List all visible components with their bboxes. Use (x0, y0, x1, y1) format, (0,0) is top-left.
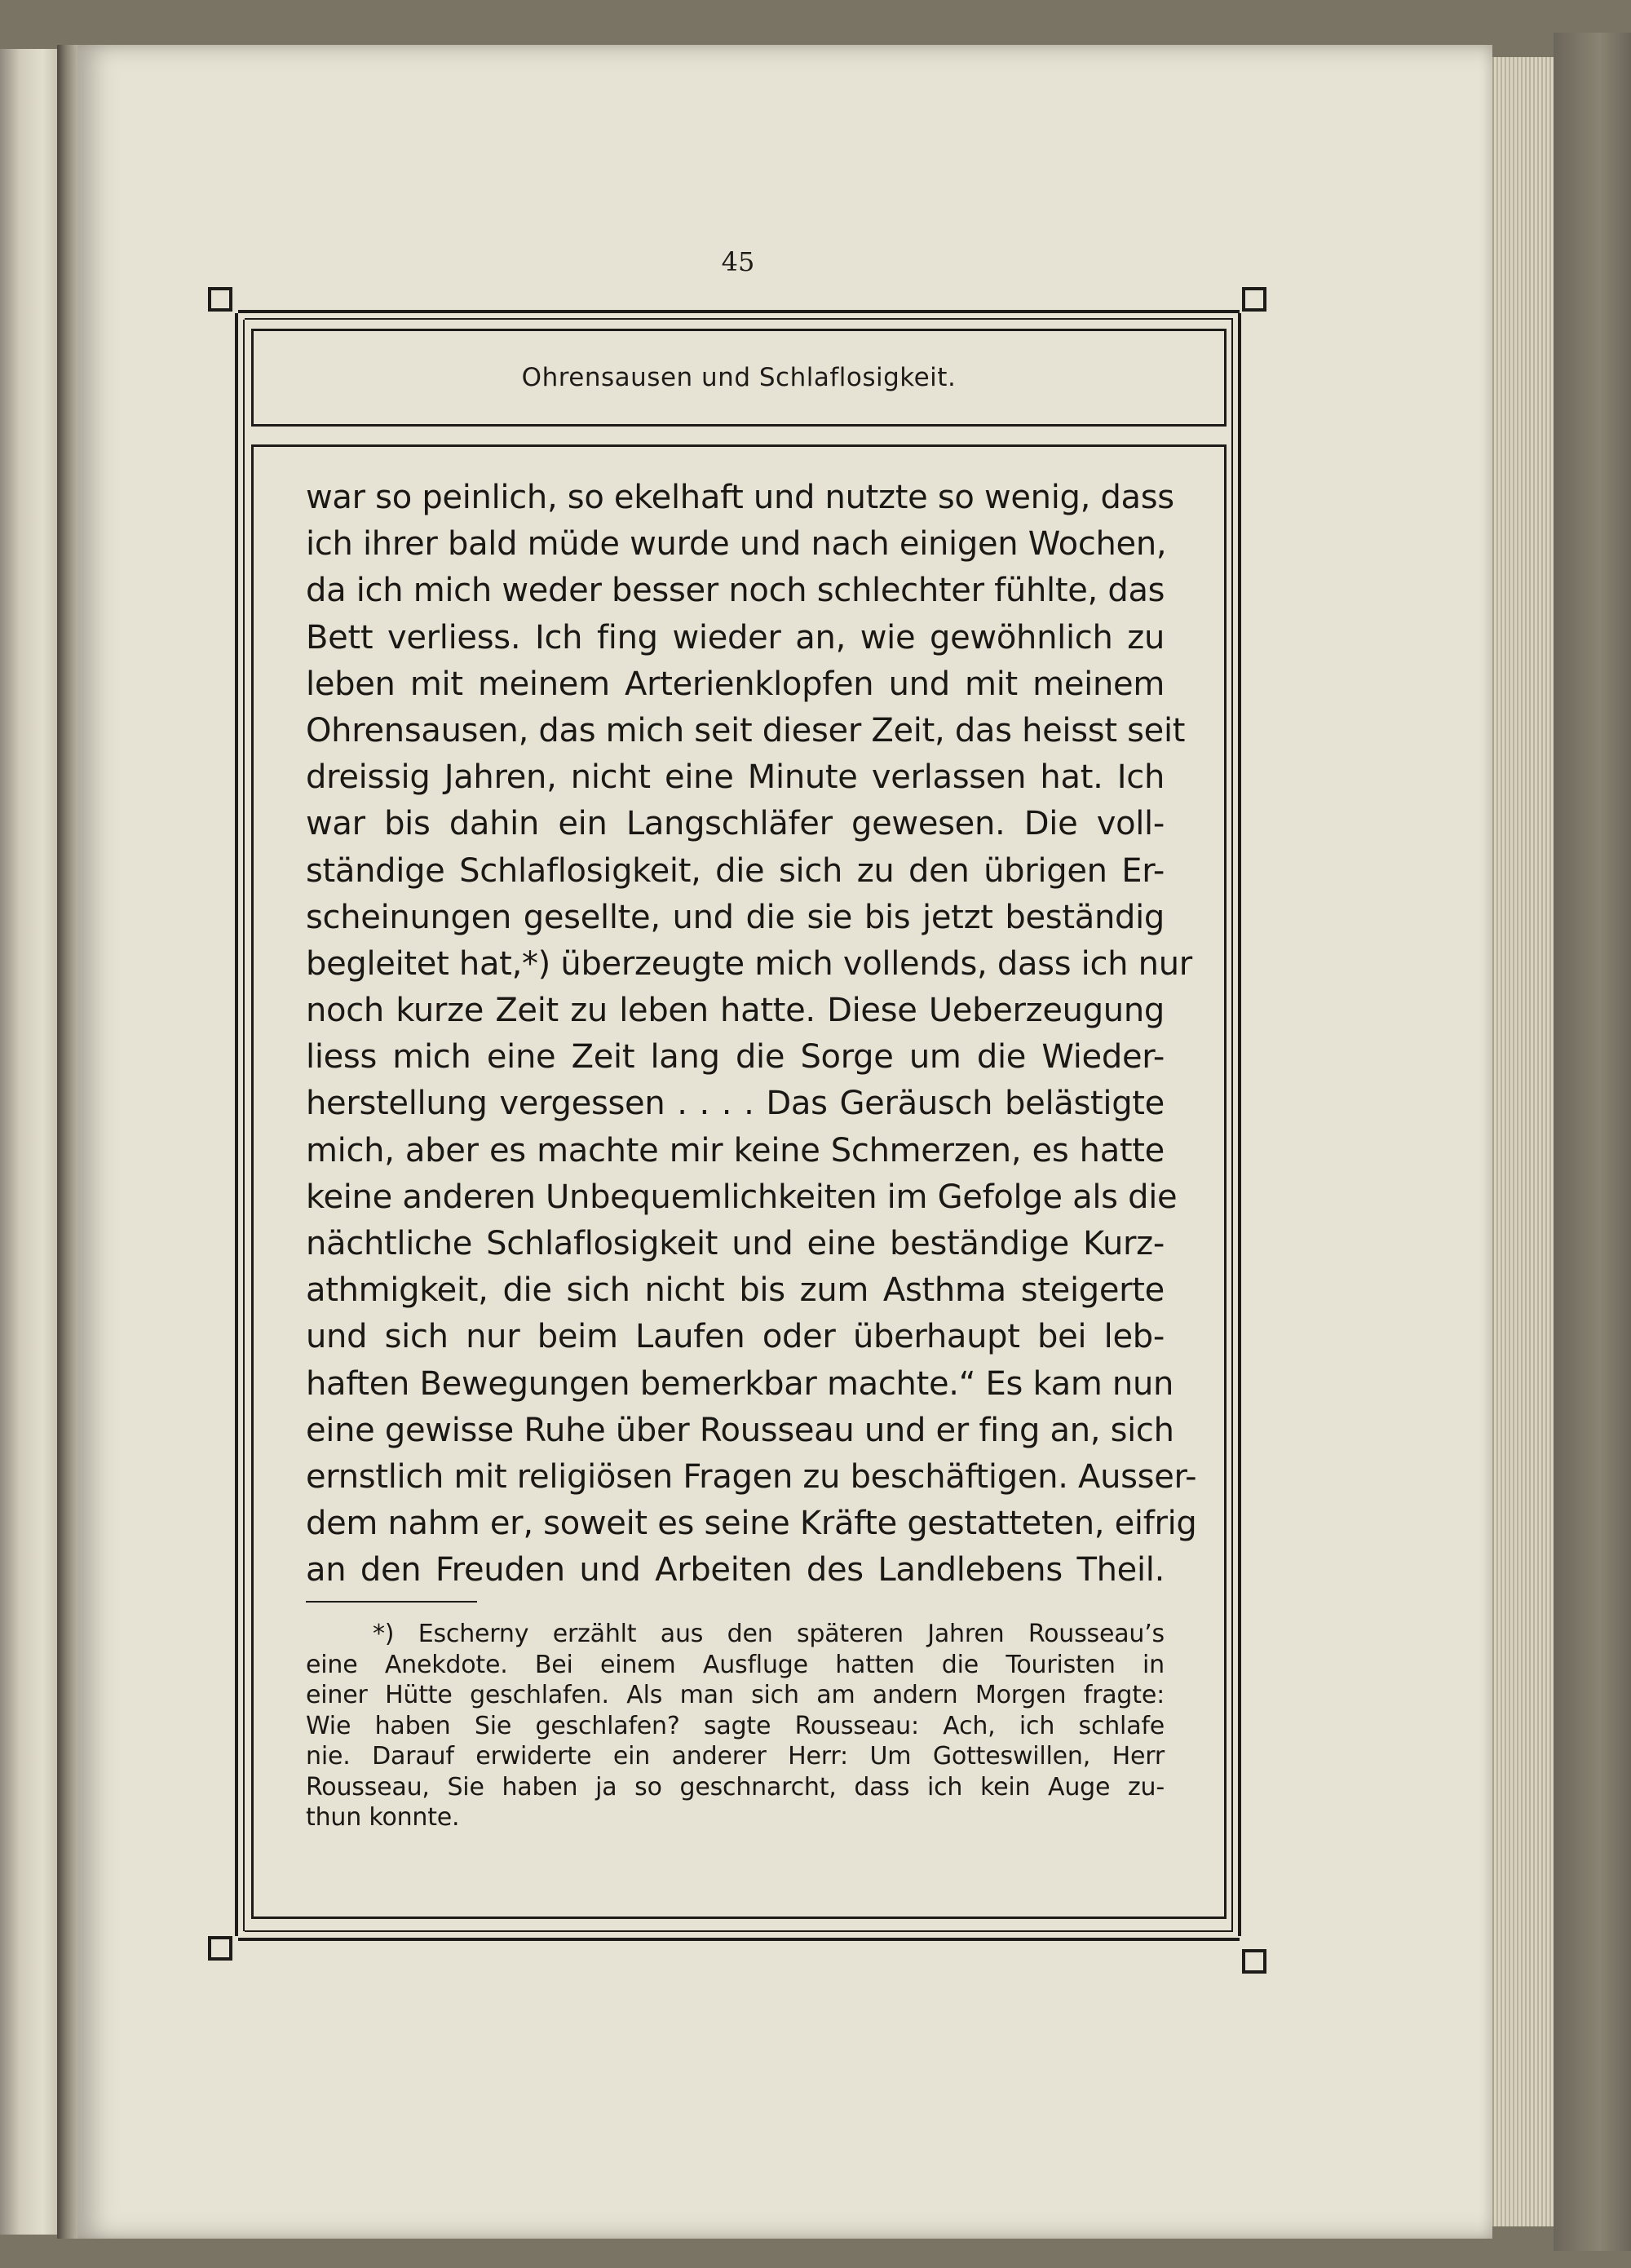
page-stack-edges (1492, 57, 1563, 2226)
body-line: begleitet hat,*) überzeugte mich vollends, dass ich nur (306, 944, 1192, 983)
frame-top-line-outer (238, 310, 1240, 313)
running-title: Ohrensausen und Schlaflosigkeit. (521, 363, 957, 392)
footnote-line: eine Anekdote. Bei einem Ausfluge hatten die Touristen in (306, 1650, 1165, 1679)
body-text (306, 475, 1197, 1594)
body-line: an den Freuden und Arbeiten des Landlebens Theil. (306, 1551, 1165, 1589)
body-line: noch kurze Zeit zu leben hatte. Diese Ueberzeugung (306, 992, 1165, 1030)
body-line: Bett verliess. Ich fing wieder an, wie gewöhnlich zu (306, 618, 1165, 657)
body-line: athmigkeit, die sich nicht bis zum Asthma steigerte (306, 1271, 1165, 1310)
frame-corner-bottom-left (208, 1936, 232, 1961)
body-line: mich, aber es machte mir keine Schmerzen, es hatte (306, 1131, 1165, 1169)
body-line: eine gewisse Ruhe über Rousseau und er fing an, sich (306, 1411, 1174, 1449)
frame-bottom-line-outer (238, 1938, 1240, 1941)
footnote-line: Wie haben Sie geschlafen? sagte Rousseau: Ach, ich schlafe (306, 1711, 1165, 1740)
footnote-line: Rousseau, Sie haben ja so geschnarcht, dass ich kein Auge zu- (306, 1772, 1165, 1802)
body-line: keine anderen Unbequemlichkeiten im Gefolge als die (306, 1178, 1178, 1216)
page-number: 45 (721, 246, 755, 277)
frame-top-line-inner (245, 318, 1233, 320)
footnote-rule (306, 1601, 477, 1603)
frame-right-line-outer (1238, 313, 1241, 1936)
frame-corner-bottom-right (1242, 1949, 1266, 1974)
footnote-line: nie. Darauf erwiderte ein anderer Herr: Um Gotteswillen, Herr (306, 1742, 1165, 1771)
body-line: nächtliche Schlaflosigkeit und eine beständige Kurz- (306, 1225, 1165, 1262)
body-line: ernstlich mit religiösen Fragen zu beschäftigen. Ausser- (306, 1457, 1197, 1496)
body-line: dem nahm er, soweit es seine Kräfte gestatteten, eifrig (306, 1505, 1197, 1543)
body-line: ständige Schlaflosigkeit, die sich zu den übrigen Er- (306, 851, 1165, 890)
body-line: dreissig Jahren, nicht eine Minute verlassen hat. Ich (306, 758, 1165, 797)
footnote-line: thun konnte. (306, 1803, 460, 1832)
frame-corner-top-left (208, 287, 232, 312)
book-cover-edge (1554, 33, 1631, 2251)
frame-left-line-inner (243, 320, 245, 1931)
body-line: liess mich eine Zeit lang die Sorge um die Wieder- (306, 1038, 1165, 1077)
frame-right-line-inner (1231, 320, 1233, 1931)
body-line: Ohrensausen, das mich seit dieser Zeit, das heisst seit (306, 711, 1186, 749)
body-line: da ich mich weder besser noch schlechter fühlte, das (306, 572, 1165, 610)
body-line: ich ihrer bald müde wurde und nach einigen Wochen, (306, 525, 1167, 564)
body-line: herstellung vergessen . . . . Das Geräusch belästigte (306, 1085, 1165, 1123)
frame-left-line-outer (235, 313, 238, 1936)
body-line: haften Bewegungen bemerkbar machte.“ Es kam nun (306, 1364, 1174, 1403)
frame-corner-top-right (1242, 287, 1266, 312)
facing-page-edge (0, 49, 59, 2235)
body-line: scheinungen gesellte, und die sie bis jetzt beständig (306, 898, 1165, 936)
body-line: war so peinlich, so ekelhaft und nutzte so wenig, dass (306, 479, 1174, 516)
footnote-line: *) Escherny erzählt aus den späteren Jahren Rousseau’s (373, 1620, 1165, 1648)
footnote-line: einer Hütte geschlafen. Als man sich am andern Morgen fragte: (306, 1681, 1165, 1709)
body-line: und sich nur beim Laufen oder überhaupt bei leb- (306, 1318, 1165, 1356)
footnote (306, 1619, 1165, 1833)
frame-bottom-line-inner (245, 1930, 1233, 1932)
body-line: war bis dahin ein Langschläfer gewesen. Die voll- (306, 805, 1165, 843)
body-line: leben mit meinem Arterienklopfen und mit meinem (306, 665, 1165, 703)
